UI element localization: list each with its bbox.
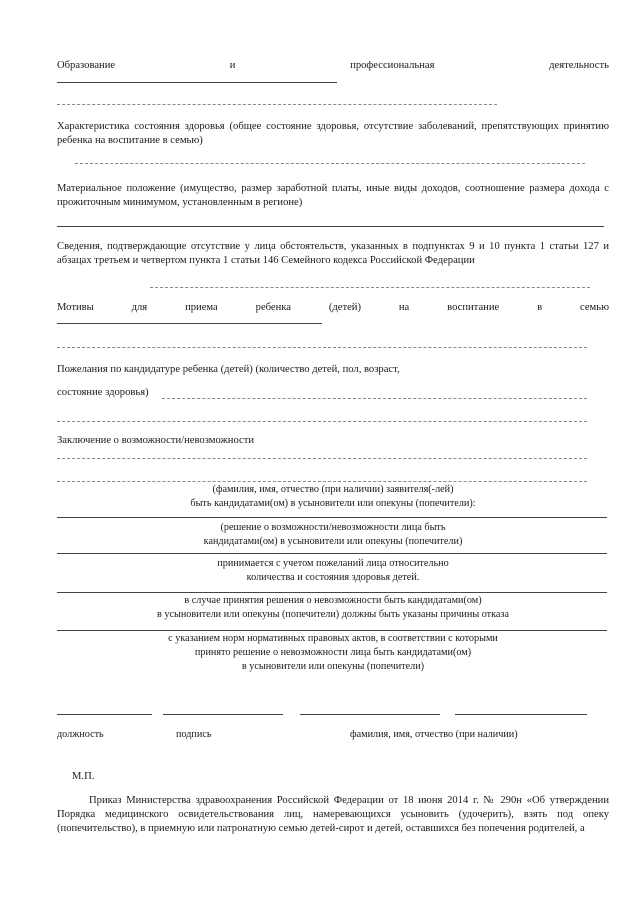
health-fill-line <box>75 163 585 164</box>
conclusion-caption-10: принято решение о невозможности лица быть кандидатами(ом) <box>194 647 472 658</box>
info-paragraph: Сведения, подтверждающие отсутствие у лица обстоятельств, указанных в подпунктах 9 и 10 пункта 1 статьи 127 и абзацах третьем и четвертом пункта 1 статьи 146 Семейного кодекса Российской Федерации <box>57 241 609 266</box>
stamp-label: М.П. <box>72 771 95 782</box>
conclusion-fill-line-1 <box>57 458 587 459</box>
wishes-line-2: состояние здоровья) <box>57 387 149 398</box>
motives-word-5: (детей) <box>328 302 361 313</box>
education-word-1: Образование <box>57 60 116 71</box>
material-fill-line <box>57 226 604 227</box>
education-fill-line-2 <box>57 104 497 105</box>
motives-word-8: в <box>537 302 543 313</box>
wishes-fill-line-1 <box>162 398 587 399</box>
extra-fill-line <box>300 714 440 715</box>
footnote-paragraph: Приказ Министерства здравоохранения Российской Федерации от 18 июня 2014 г. № 290н «Об утверждении Порядка медицинского освидетельствования лиц, намеревающихся усыновить (удочерить), взять под опеку (попечительство), в приемную или патронатную семью детей-сирот и детей, оставшихся без попечения родителей, а <box>57 795 609 834</box>
education-row <box>57 59 609 73</box>
sign-fill-line <box>163 714 283 715</box>
conclusion-fill-line-3 <box>57 517 607 518</box>
conclusion-caption-9: с указанием норм нормативных правовых актов, в соответствии с которыми <box>168 633 498 644</box>
conclusion-caption-3: (решение о возможности/невозможности лица быть <box>220 522 446 533</box>
motives-fill-line-2 <box>57 347 587 348</box>
motives-word-1: Мотивы <box>57 302 94 313</box>
conclusion-caption-4: кандидатами(ом) в усыновители или опекуны (попечители) <box>203 536 463 547</box>
conclusion-caption-1: (фамилия, имя, отчество (при наличии) заявителя(-лей) <box>212 484 454 495</box>
info-fill-line <box>150 287 590 288</box>
motives-word-7: воспитание <box>447 302 500 313</box>
motives-fill-line-1 <box>57 323 322 324</box>
position-fill-line <box>57 714 152 715</box>
conclusion-caption-7: в случае принятия решения о невозможности быть кандидатами(ом) <box>184 595 482 606</box>
education-word-4: деятельность <box>549 60 609 71</box>
conclusion-caption-2: быть кандидатами(ом) в усыновители или опекуны (попечители): <box>190 498 476 509</box>
conclusion-caption-11: в усыновители или опекуны (попечители) <box>241 661 425 672</box>
motives-word-4: ребенка <box>255 302 291 313</box>
conclusion-caption-5: принимается с учетом пожеланий лица относительно <box>217 558 449 569</box>
signature-sign-label: подпись <box>176 729 212 740</box>
education-word-2: и <box>229 60 236 71</box>
conclusion-caption-6: количества и состояния здоровья детей. <box>246 572 420 583</box>
health-paragraph: Характеристика состояния здоровья (общее состояние здоровья, отсутствие заболеваний, препятствующих принятию ребенка на воспитание в семью) <box>57 121 609 146</box>
conclusion-fill-line-2 <box>57 481 587 482</box>
conclusion-fill-line-5 <box>57 592 607 593</box>
wishes-line-1: Пожелания по кандидатуре ребенка (детей) (количество детей, пол, возраст, <box>57 364 400 375</box>
wishes-fill-line-2 <box>57 421 587 422</box>
signature-position-label: должность <box>57 729 104 740</box>
motives-word-2: для <box>131 302 148 313</box>
motives-word-6: на <box>398 302 410 313</box>
material-paragraph: Материальное положение (имущество, размер заработной платы, иные виды доходов, соотношение размера дохода с прожиточным минимумом, установленным в регионе) <box>57 183 609 208</box>
education-word-3: профессиональная <box>350 60 435 71</box>
conclusion-caption-8: в усыновители или опекуны (попечители) должны быть указаны причины отказа <box>157 609 509 620</box>
motives-word-3: приема <box>185 302 218 313</box>
education-fill-line-1 <box>57 82 337 83</box>
name-fill-line <box>455 714 587 715</box>
signature-name-label: фамилия, имя, отчество (при наличии) <box>350 729 518 740</box>
motives-word-9: семью <box>580 302 609 313</box>
conclusion-fill-line-4 <box>57 553 607 554</box>
conclusion-fill-line-6 <box>57 630 607 631</box>
motives-row <box>57 301 609 315</box>
conclusion-heading: Заключение о возможности/невозможности <box>57 435 255 446</box>
